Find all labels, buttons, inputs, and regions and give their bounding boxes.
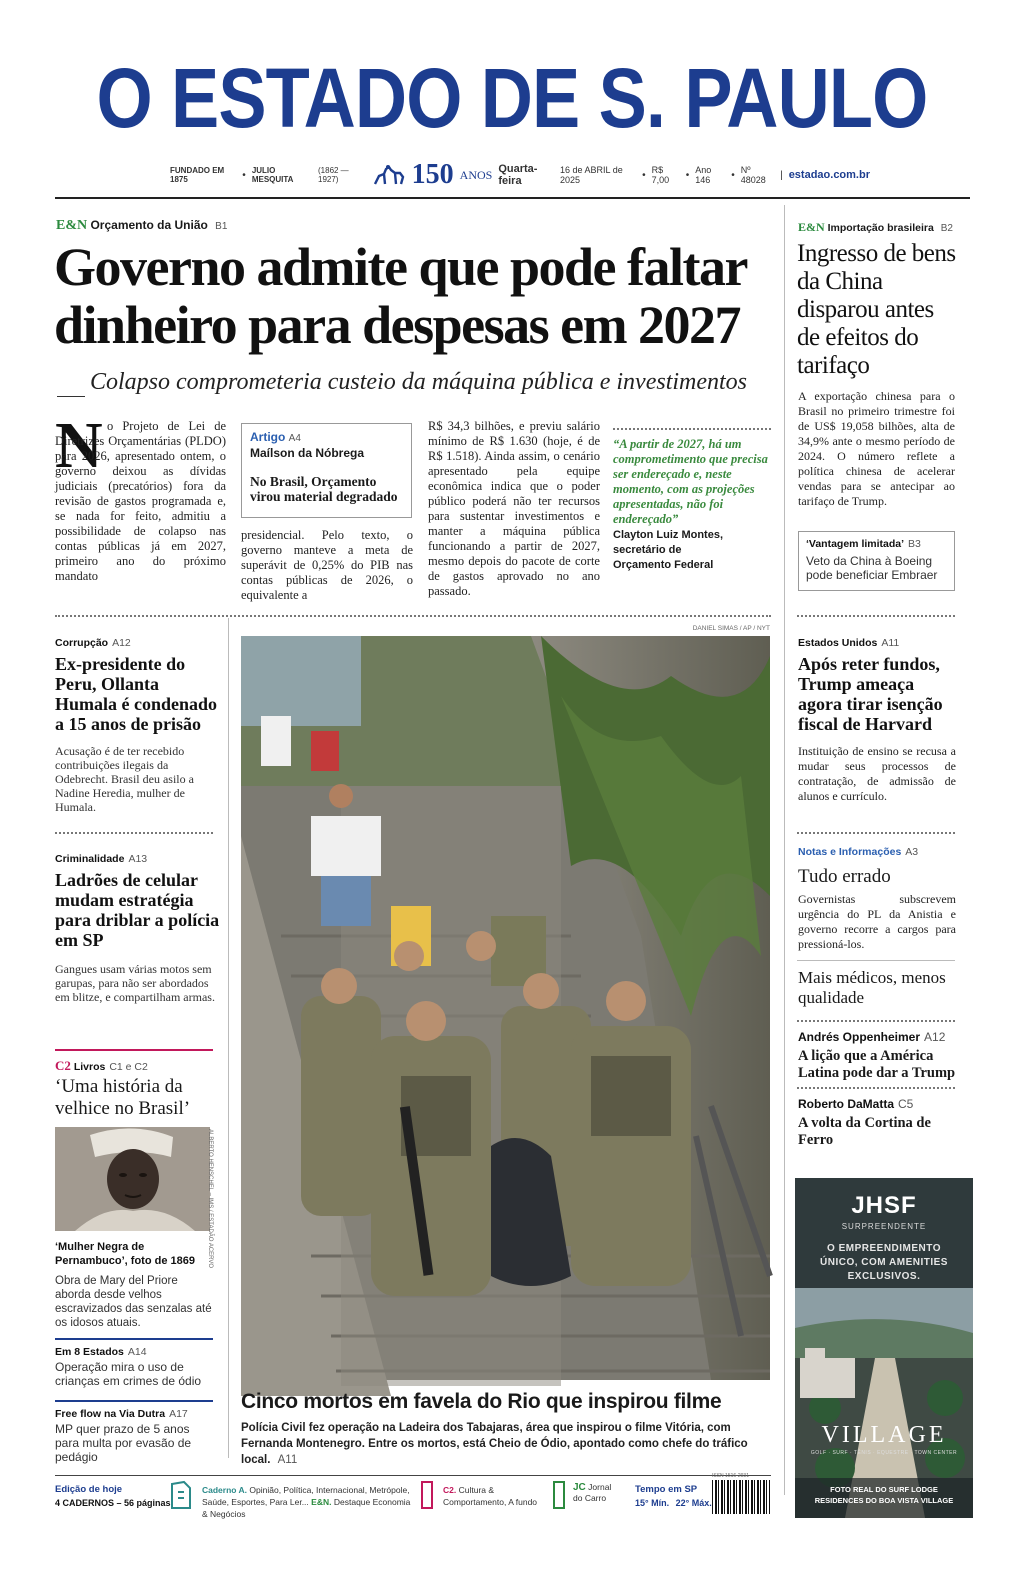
lead-col2: presidencial. Pelo texto, o governo manteve a meta de superávit de 0,25% do PIB nas contas públicas de 2026, o equivalente a bbox=[241, 528, 413, 602]
lead-col1: o Projeto de Lei de Diretrizes Orçamentárias (PLDO) para 2026, apresentado ontem, o governo deixou as dívidas judiciais (precatórios) fora da revisão de gastos programada e, se nada for feito, admitiu a possibilidade de colapso nas contas públicas já em 2027, primeiro ano do próximo mandato bbox=[55, 419, 226, 583]
ad-brand: JHSF bbox=[851, 1192, 917, 1219]
founder-text: JULIO MESQUITA bbox=[251, 166, 294, 184]
left-s4-body[interactable]: Operação mira o uso de crianças em crimes de ódio bbox=[55, 1360, 202, 1388]
en-brand: E&N bbox=[56, 218, 88, 233]
ad-text: O EMPREENDIMENTO ÚNICO, COM AMENITIES EXCLUSIVOS. bbox=[820, 1243, 948, 1282]
right-s2-headline[interactable]: Tudo errado bbox=[798, 866, 891, 887]
weather-values: 15° Mín. 22° Máx. bbox=[635, 1498, 712, 1508]
left-s5-section: Free flow na Via Dutra A17 bbox=[55, 1408, 188, 1420]
photo-headline[interactable]: Cinco mortos em favela do Rio que inspirou filme bbox=[241, 1390, 722, 1413]
left-s4-section: Em 8 Estados A14 bbox=[55, 1346, 147, 1358]
masthead-title: O ESTADO DE S. PAULO bbox=[96, 51, 928, 145]
right-s2-body: Governistas subscrevem urgência do PL da Anistia e governo recorre a cargos para pressioná-los. bbox=[798, 892, 956, 951]
left-s5-body[interactable]: MP quer prazo de 5 anos para multa por evasão de pedágio bbox=[55, 1422, 192, 1464]
footer-top-rule bbox=[55, 1475, 771, 1476]
right-s3-section: Andrés Oppenheimer A12 bbox=[798, 1030, 946, 1044]
right-s1-headline[interactable]: Após reter fundos, Trump ameaça agora tirar isenção fiscal de Harvard bbox=[798, 654, 943, 734]
right-s2-section: Notas e Informações A3 bbox=[798, 846, 919, 858]
footer-section-a: Caderno A. Opinião, Política, Internacional, Metrópole, Saúde, Esportes, Para Ler... E&N. Destaque Economia & Negócios bbox=[202, 1485, 411, 1519]
section-c2-icon bbox=[420, 1480, 434, 1510]
right-top-headline[interactable]: Ingresso de bens da China disparou antes de efeitos do tarifaço bbox=[797, 240, 956, 379]
left-s3-body: Obra de Mary del Priore aborda desde velhos escravizados das senzalas até os idosos atuais. bbox=[55, 1275, 212, 1329]
column-rule-left bbox=[228, 618, 229, 1458]
barcode-text: ISSN 1516-2931 bbox=[712, 1473, 749, 1479]
right-top-kicker: E&N Importação brasileira B2 bbox=[798, 220, 953, 234]
left-s1-body: Acusação é de ter recebido contribuições ilegais da Odebrecht. Brasil deu asilo a Nadine Heredia, mulher de Humala. bbox=[55, 744, 194, 814]
right-top-body: A exportação chinesa para o Brasil no primeiro trimestre foi de US$ 19,058 bilhões, alta de 34,9% ante o mesmo período de 2024. O número reflete a política chinesa de acelerar vendas para se antecipar ao tarifaço de Trump. bbox=[798, 389, 955, 508]
article-author: Maílson da Nóbrega bbox=[250, 446, 365, 460]
footer-section-c2: C2. Cultura & Comportamento, A fundo bbox=[443, 1485, 538, 1507]
left-s2-section: Criminalidade A13 bbox=[55, 853, 148, 865]
lead-kicker-text: Orçamento da União bbox=[90, 218, 208, 232]
article-kicker: Artigo bbox=[250, 430, 286, 444]
right-s1-body: Instituição de ensino se recusa a mudar seus processos de contratação, de admissão de alunos e currículo. bbox=[798, 744, 956, 803]
founded-text: FUNDADO EM 1875 bbox=[170, 166, 225, 184]
lead-quote: “A partir de 2027, há um comprometimento que precisa ser endereçado e, neste momento, com as projeções apresentadas, não foi endereçado” bbox=[613, 437, 768, 526]
date: 16 de ABRIL de 2025 bbox=[560, 165, 623, 185]
lead-kicker-page: B1 bbox=[215, 221, 228, 232]
right-top-bottom-rule bbox=[797, 615, 955, 617]
photo-credit: DANIEL SIMAS / AP / NYT bbox=[692, 625, 770, 632]
section-a-icon bbox=[170, 1480, 192, 1510]
lead-dropcap: N bbox=[55, 409, 103, 482]
article-title: No Brasil, Orçamento virou material degradado bbox=[250, 474, 398, 504]
quote-role: secretário de bbox=[613, 544, 682, 556]
edition-number: Nº 48028 bbox=[740, 165, 766, 185]
left-s3-caption: ‘Mulher Negra de Pernambuco’, foto de 1869 bbox=[55, 1241, 195, 1267]
article-box[interactable] bbox=[241, 423, 412, 518]
year-number: Ano 146 bbox=[695, 165, 712, 185]
left-s3-section: C2 Livros C1 e C2 bbox=[55, 1058, 148, 1073]
anniversary-word: ANOS bbox=[459, 167, 493, 182]
price: R$ 7,00 bbox=[651, 165, 670, 185]
jhsf-advertisement[interactable] bbox=[795, 1178, 973, 1518]
section-jc-icon bbox=[552, 1480, 566, 1510]
lead-subhead-dash bbox=[57, 396, 85, 397]
weekday: Quarta-feira bbox=[498, 163, 538, 187]
main-photo[interactable] bbox=[241, 636, 770, 1380]
book-portrait bbox=[55, 1127, 210, 1231]
quote-rule bbox=[613, 428, 771, 430]
footer-edition-detail: 4 CADERNOS – 56 páginas bbox=[55, 1498, 171, 1508]
left-s3-headline[interactable]: ‘Uma história da velhice no Brasil’ bbox=[55, 1076, 191, 1119]
left-s2-headline[interactable]: Ladrões de celular mudam estratégia para driblar a polícia em SP bbox=[55, 870, 220, 950]
quote-role-2: Orçamento Federal bbox=[613, 559, 714, 571]
right-s3-headline[interactable]: A lição que a América Latina pode dar a Trump bbox=[798, 1048, 956, 1081]
lead-subhead: Colapso comprometeria custeio da máquina pública e investimentos bbox=[90, 369, 748, 395]
footer-section-jc: JC Jornal do Carro bbox=[573, 1482, 612, 1503]
left-s2-body: Gangues usam várias motos sem garupas, para não ser abordados em blitze, e compartilham armas. bbox=[55, 962, 215, 1004]
left-s1-headline[interactable]: Ex-presidente do Peru, Ollanta Humala é condenado a 15 anos de prisão bbox=[55, 654, 218, 734]
ad-village-sub: GOLF · SURF · TÊNIS · EQUESTRE · TOWN CENTER bbox=[810, 1450, 958, 1456]
limited-advantage-box[interactable]: ‘Vantagem limitada’ B3 Veto da China à Boeing pode beneficiar Embraer bbox=[798, 531, 955, 591]
horseman-icon bbox=[372, 164, 406, 186]
ad-footer: FOTO REAL DO SURF LODGE RESIDENCES DO BOA VISTA VILLAGE bbox=[814, 1485, 954, 1505]
lead-headline-1[interactable]: Governo admite que pode faltar bbox=[54, 237, 747, 297]
lead-col3: R$ 34,3 bilhões, e previu salário mínimo de R$ 1.630 (hoje, é de R$ 1.518). Ainda assim, o cenário apresentado pela equipe econômica indica que o poder público poderá não ter recursos para sustentar investimentos e manter a máquina pública funcionando a partir de 2027, mesmo depois do pacote de corte de gastos aprovado no ano passado. bbox=[428, 419, 600, 598]
right-s1-section: Estados Unidos A11 bbox=[798, 637, 900, 649]
founder-years: (1862 — 1927) bbox=[318, 166, 349, 184]
lead-bottom-rule bbox=[55, 615, 771, 617]
weather-label: Tempo em SP bbox=[635, 1484, 698, 1495]
anniversary-number: 150 bbox=[411, 159, 454, 190]
left-s1-section: Corrupção A12 bbox=[55, 637, 131, 649]
website-link[interactable]: estadao.com.br bbox=[788, 169, 870, 181]
right-s4-section: Roberto DaMatta C5 bbox=[798, 1097, 914, 1111]
lead-kicker bbox=[56, 218, 227, 234]
photo-caption: Polícia Civil fez operação na Ladeira dos Tabajaras, área que inspirou o filme Vitória, com Fernanda Montenegro. Entre os mortos, está Cheio de Ódio, apontado como chefe do tráfico local. A11 bbox=[241, 1422, 748, 1466]
article-page: A4 bbox=[288, 433, 301, 444]
ad-village: VILLAGE bbox=[821, 1422, 947, 1448]
barcode bbox=[712, 1480, 770, 1514]
ad-tagline: SURPREENDENTE bbox=[841, 1222, 927, 1231]
column-rule-right bbox=[784, 205, 785, 1495]
quote-author: Clayton Luiz Montes, bbox=[613, 529, 723, 541]
masthead-info-line: FUNDADO EM 1875 • JULIO MESQUITA (1862 — 1927) 150 ANOS Quarta-feira 16 de ABRIL de 2025 • R$ 7,00 • Ano 146 • Nº 48028 | estadao.com.br bbox=[170, 159, 870, 190]
portrait-credit: ALBERTO HENSCHEL – IMS / ESTADÃO ACERVO bbox=[207, 1129, 213, 1269]
footer-edition-label: Edição de hoje bbox=[55, 1484, 123, 1495]
right-s2-headline-2[interactable]: Mais médicos, menos qualidade bbox=[798, 968, 946, 1007]
lead-headline-2[interactable]: dinheiro para despesas em 2027 bbox=[54, 295, 741, 355]
right-s4-headline[interactable]: A volta da Cortina de Ferro bbox=[798, 1115, 931, 1148]
c2-brand: C2 bbox=[55, 1058, 71, 1073]
masthead-rule bbox=[55, 197, 970, 199]
